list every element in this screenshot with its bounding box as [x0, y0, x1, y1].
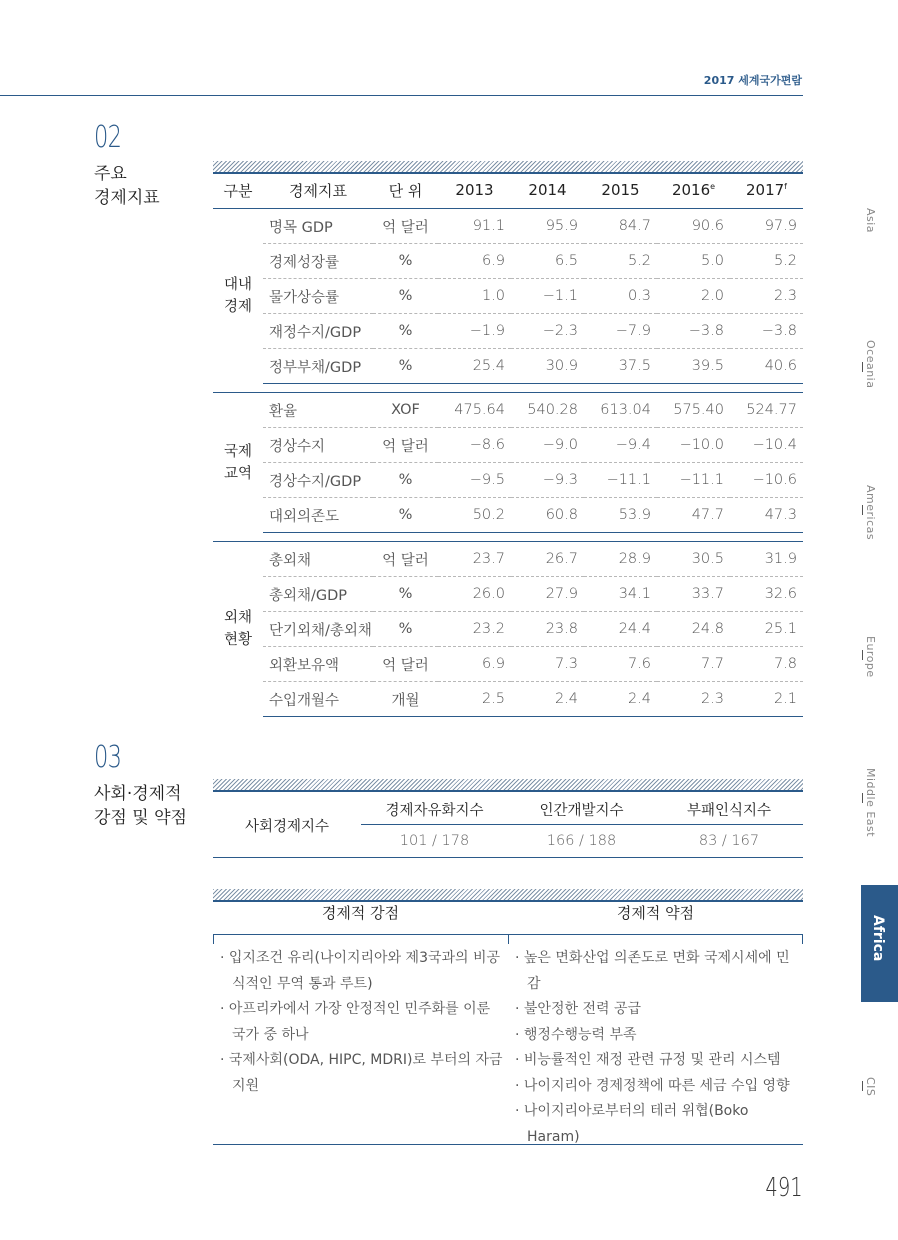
table-row	[213, 463, 803, 498]
weakness-item: · 불안정한 전력 공급	[513, 997, 803, 1023]
column-header: 경제지표	[263, 172, 373, 209]
value-cell: 60.8	[511, 498, 584, 533]
divider-tick	[802, 934, 803, 944]
value-cell: −7.9	[584, 314, 657, 349]
index-value: 166 / 188	[508, 825, 655, 858]
index-value: 83 / 167	[655, 825, 803, 858]
unit-cell: %	[373, 463, 438, 498]
unit-cell: 억 달러	[373, 542, 438, 577]
unit-cell: %	[373, 244, 438, 279]
value-cell: −10.6	[730, 463, 803, 498]
section-title-line: 경제지표	[94, 188, 160, 208]
unit-cell: XOF	[373, 393, 438, 428]
value-cell: −9.5	[438, 463, 511, 498]
unit-cell: %	[373, 577, 438, 612]
year-header: 2015	[584, 172, 657, 209]
table-row	[213, 428, 803, 463]
publication-title: 2017 세계국가편람	[703, 74, 802, 87]
index-header: 부패인식지수	[655, 794, 803, 825]
unit-cell: 개월	[373, 682, 438, 717]
economic-indicators-table	[213, 172, 803, 717]
group-spacer	[213, 384, 803, 393]
indicator-cell: 명목 GDP	[263, 209, 373, 244]
sidebar-item-americas[interactable]: Americas	[864, 485, 877, 541]
value-cell: 32.6	[730, 577, 803, 612]
sidebar-tick	[862, 362, 863, 372]
year-header: 2014	[511, 172, 584, 209]
value-cell: 84.7	[584, 209, 657, 244]
weakness-item: · 비능률적인 재정 관련 규정 및 관리 시스템	[513, 1048, 803, 1074]
value-cell: 90.6	[657, 209, 730, 244]
year-header: 2013	[438, 172, 511, 209]
table-row	[213, 349, 803, 384]
sidebar-item-europe[interactable]: Europe	[864, 636, 877, 678]
value-cell: 47.3	[730, 498, 803, 533]
value-cell: −3.8	[657, 314, 730, 349]
weakness-title: 경제적 약점	[616, 904, 695, 922]
indicator-cell: 환율	[263, 393, 373, 428]
value-cell: 50.2	[438, 498, 511, 533]
value-cell: 7.3	[511, 647, 584, 682]
value-cell: 6.9	[438, 244, 511, 279]
indicator-cell: 수입개월수	[263, 682, 373, 717]
year-header: 2017$^f$	[730, 172, 803, 209]
value-cell: 23.8	[511, 612, 584, 647]
value-cell: 540.28	[511, 393, 584, 428]
table-row	[213, 314, 803, 349]
value-cell: 613.04	[584, 393, 657, 428]
value-cell: 30.9	[511, 349, 584, 384]
value-cell: −11.1	[657, 463, 730, 498]
value-cell: −8.6	[438, 428, 511, 463]
socioeconomic-index-table	[213, 794, 803, 858]
value-cell: 34.1	[584, 577, 657, 612]
year-header: 2016e	[657, 172, 730, 209]
weakness-list	[513, 946, 803, 1150]
sidebar-tick	[862, 505, 863, 515]
sidebar-tick	[862, 793, 863, 803]
column-header: 구분	[213, 172, 263, 209]
table-row	[213, 682, 803, 717]
sidebar-item-africa[interactable]: Africa	[861, 885, 898, 1002]
divider-tick	[508, 934, 509, 944]
section-number: 02	[94, 120, 122, 155]
value-cell: 2.0	[657, 279, 730, 314]
column-header: 단 위	[373, 172, 438, 209]
value-cell: 25.1	[730, 612, 803, 647]
value-cell: 23.2	[438, 612, 511, 647]
value-cell: −3.8	[730, 314, 803, 349]
value-cell: 475.64	[438, 393, 511, 428]
value-cell: −10.4	[730, 428, 803, 463]
sidebar-item-cis[interactable]: CIS	[864, 1077, 877, 1097]
value-cell: 524.77	[730, 393, 803, 428]
table-row	[213, 612, 803, 647]
group-label: 외채 현황	[213, 542, 263, 717]
value-cell: 37.5	[584, 349, 657, 384]
section-title-line: 주요	[94, 164, 127, 184]
index-value: 101 / 178	[361, 825, 508, 858]
value-cell: 0.3	[584, 279, 657, 314]
strength-item: · 아프리카에서 가장 안정적인 민주화를 이룬 국가 중 하나	[218, 997, 503, 1048]
value-cell: 5.2	[584, 244, 657, 279]
unit-cell: 억 달러	[373, 209, 438, 244]
unit-cell: %	[373, 279, 438, 314]
value-cell: −9.0	[511, 428, 584, 463]
value-cell: 1.0	[438, 279, 511, 314]
weakness-item: · 나이지리아로부터의 테러 위협(Boko Haram)	[513, 1099, 803, 1150]
indicator-cell: 경상수지	[263, 428, 373, 463]
value-cell: 5.0	[657, 244, 730, 279]
table-header-band	[213, 889, 803, 902]
value-cell: −9.4	[584, 428, 657, 463]
index-label: 사회경제지수	[213, 794, 361, 858]
value-cell: 24.4	[584, 612, 657, 647]
indicator-cell: 물가상승률	[263, 279, 373, 314]
section-title-line: 사회·경제적	[94, 784, 182, 804]
value-cell: 28.9	[584, 542, 657, 577]
sidebar-item-oceania[interactable]: Oceania	[864, 340, 877, 389]
value-cell: 95.9	[511, 209, 584, 244]
value-cell: 25.4	[438, 349, 511, 384]
index-header: 경제자유화지수	[361, 794, 508, 825]
table-row	[213, 542, 803, 577]
strength-item: · 입지조건 유리(나이지리아와 제3국과의 비공식적인 무역 통과 루트)	[218, 946, 503, 997]
sidebar-item-asia[interactable]: Asia	[864, 208, 877, 234]
value-cell: 2.3	[730, 279, 803, 314]
value-cell: −1.9	[438, 314, 511, 349]
value-cell: 2.4	[584, 682, 657, 717]
sidebar-item-middle-east[interactable]: Middle East	[864, 768, 877, 838]
section-title-line: 강점 및 약점	[94, 808, 187, 828]
value-cell: 31.9	[730, 542, 803, 577]
table-bottom-border	[213, 1144, 803, 1145]
strength-title: 경제적 강점	[321, 904, 400, 922]
value-cell: 39.5	[657, 349, 730, 384]
value-cell: 97.9	[730, 209, 803, 244]
unit-cell: 억 달러	[373, 428, 438, 463]
value-cell: 7.7	[657, 647, 730, 682]
table-row	[213, 244, 803, 279]
value-cell: 26.7	[511, 542, 584, 577]
strength-list	[218, 946, 503, 1099]
value-cell: 40.6	[730, 349, 803, 384]
value-cell: 27.9	[511, 577, 584, 612]
value-cell: −2.3	[511, 314, 584, 349]
table-row	[213, 498, 803, 533]
page-number: 491	[765, 1173, 803, 1203]
indicator-cell: 총외채/GDP	[263, 577, 373, 612]
indicator-cell: 단기외채/총외채	[263, 612, 373, 647]
weakness-item: · 높은 면화산업 의존도로 면화 국제시세에 민감	[513, 946, 803, 997]
unit-cell: %	[373, 612, 438, 647]
group-label: 국제 교역	[213, 393, 263, 533]
unit-cell: 억 달러	[373, 647, 438, 682]
value-cell: 2.1	[730, 682, 803, 717]
indicator-cell: 경제성장률	[263, 244, 373, 279]
value-cell: 47.7	[657, 498, 730, 533]
value-cell: −11.1	[584, 463, 657, 498]
value-cell: −9.3	[511, 463, 584, 498]
value-cell: 91.1	[438, 209, 511, 244]
strength-item: · 국제사회(ODA, HIPC, MDRI)로 부터의 자금 지원	[218, 1048, 503, 1099]
section-title	[94, 162, 160, 210]
indicator-cell: 대외의존도	[263, 498, 373, 533]
value-cell: 26.0	[438, 577, 511, 612]
indicator-cell: 경상수지/GDP	[263, 463, 373, 498]
value-cell: 6.9	[438, 647, 511, 682]
value-cell: 575.40	[657, 393, 730, 428]
value-cell: 7.8	[730, 647, 803, 682]
section-title	[94, 782, 187, 830]
sidebar-tick	[862, 1081, 863, 1091]
sidebar-tick	[862, 650, 863, 660]
value-cell: 53.9	[584, 498, 657, 533]
unit-cell: %	[373, 314, 438, 349]
value-cell: 2.5	[438, 682, 511, 717]
unit-cell: %	[373, 349, 438, 384]
table-row	[213, 647, 803, 682]
group-spacer	[213, 533, 803, 542]
value-cell: 23.7	[438, 542, 511, 577]
header-divider	[0, 95, 803, 96]
value-cell: 33.7	[657, 577, 730, 612]
indicator-cell: 정부부채/GDP	[263, 349, 373, 384]
value-cell: 24.8	[657, 612, 730, 647]
group-label: 대내 경제	[223, 277, 252, 316]
indicator-cell: 외환보유액	[263, 647, 373, 682]
value-cell: −10.0	[657, 428, 730, 463]
value-cell: 5.2	[730, 244, 803, 279]
section-number: 03	[94, 740, 122, 775]
table-row	[213, 209, 803, 244]
table-row	[213, 393, 803, 428]
indicator-cell: 재정수지/GDP	[263, 314, 373, 349]
table-row	[213, 279, 803, 314]
value-cell: 30.5	[657, 542, 730, 577]
weakness-item: · 행정수행능력 부족	[513, 1023, 803, 1049]
value-cell: 2.4	[511, 682, 584, 717]
divider-tick	[213, 934, 214, 944]
unit-cell: %	[373, 498, 438, 533]
value-cell: 2.3	[657, 682, 730, 717]
value-cell: 6.5	[511, 244, 584, 279]
index-header: 인간개발지수	[508, 794, 655, 825]
table-header-row	[213, 172, 803, 209]
indicator-cell: 총외채	[263, 542, 373, 577]
value-cell: −1.1	[511, 279, 584, 314]
value-cell: 7.6	[584, 647, 657, 682]
table-row	[213, 577, 803, 612]
weakness-item: · 나이지리아 경제정책에 따른 세금 수입 영향	[513, 1074, 803, 1100]
table-header-band	[213, 779, 803, 792]
